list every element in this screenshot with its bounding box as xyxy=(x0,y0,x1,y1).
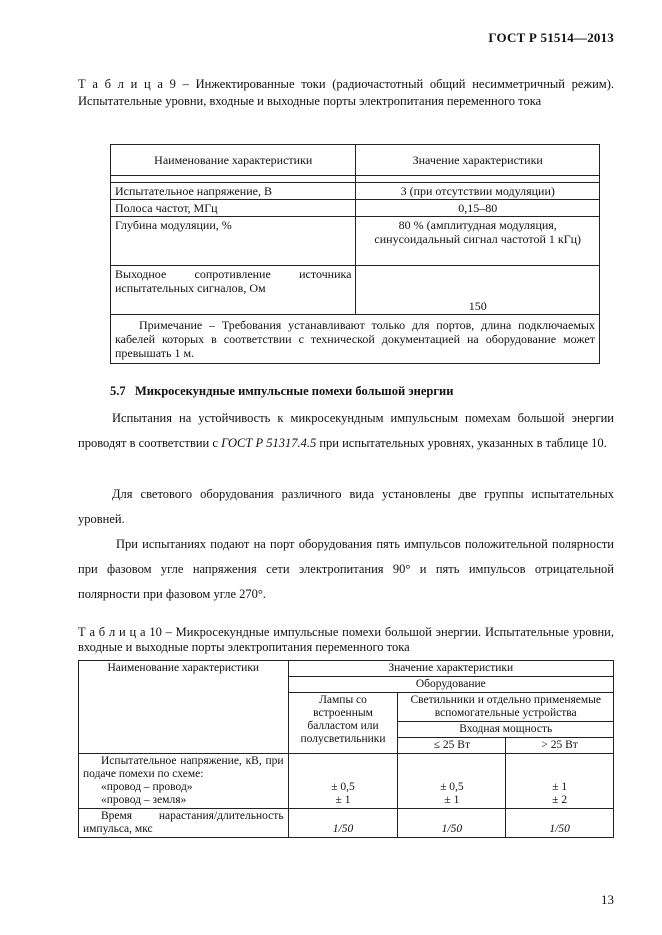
table10-header-luminaires: Светильники и отдельно применяемые вспомогательные устройства xyxy=(398,693,614,722)
table9-header-value: Значение характеристики xyxy=(356,145,600,176)
table10-row-voltage-sub2: «провод – земля» xyxy=(101,794,187,806)
table9-row-name: Выходное сопротивление источника испытательных сигналов, Ом xyxy=(111,266,356,315)
table9-row-name: Глубина модуляции, % xyxy=(111,217,356,266)
table10-header-value: Значение характеристики xyxy=(288,661,613,677)
table10-cell-low-voltage xyxy=(398,754,506,809)
section-number: 5.7 xyxy=(110,384,126,398)
table10-cell-high-rise: 1/50 xyxy=(506,809,614,838)
table10-value: ± 0,5 xyxy=(331,781,355,793)
table9-row-name: Испытательное напряжение, В xyxy=(111,183,356,200)
table10 xyxy=(78,660,614,838)
table9-row-name: Полоса частот, МГц xyxy=(111,200,356,217)
paragraph-2: Для светового оборудования различного вида установлены две группы испытательных уровней. xyxy=(78,487,614,526)
paragraph-3: При испытаниях подают на порт оборудования пять импульсов положительной полярности при фазовом угле напряжения сети электропитания 90° и пять импульсов отрицательной полярности при фазовом угле 270°. xyxy=(78,537,614,601)
table9 xyxy=(110,144,600,364)
table10-header-power-high: > 25 Вт xyxy=(506,738,614,754)
paragraph-1-text-start: Испытания на устойчивость к микросекундным импульсным помехам большой энергии проводят в соответствии с xyxy=(78,411,614,450)
table10-row-voltage xyxy=(79,754,289,809)
table10-cell-low-rise: 1/50 xyxy=(398,809,506,838)
table10-header-lamps: Лампы со встроенным балластом или полусветильники xyxy=(288,693,398,754)
table10-value: ± 0,5 xyxy=(440,781,464,793)
table9-caption: Т а б л и ц а 9 – Инжектированные токи (радиочастотный общий несимметричный режим). Испытательные уровни, входные и выходные порты электропитания переменного тока xyxy=(78,77,614,108)
table10-cell-high-voltage xyxy=(506,754,614,809)
table9-row-value: 3 (при отсутствии модуляции) xyxy=(356,183,600,200)
table10-row-voltage-sub1: «провод – провод» xyxy=(101,781,193,793)
table10-caption: Т а б л и ц а 10 – Микросекундные импульсные помехи большой энергии. Испытательные уровни, входные и выходные порты электропитания переменного тока xyxy=(78,625,614,654)
paragraph-1 xyxy=(78,406,614,456)
page-number: 13 xyxy=(601,892,614,907)
table10-value: ± 1 xyxy=(335,794,351,806)
table10-header-power-low: ≤ 25 Вт xyxy=(398,738,506,754)
table10-cell-lamps-rise: 1/50 xyxy=(288,809,398,838)
table9-row-value: 0,15–80 xyxy=(356,200,600,217)
section-title: Микросекундные импульсные помехи большой энергии xyxy=(135,384,454,398)
table9-note: Примечание – Требования устанавливают только для портов, длина подключаемых кабелей которых в соответствии с технической документацией на оборудование может превышать 1 м. xyxy=(111,315,600,364)
table10-cell-lamps-voltage xyxy=(288,754,398,809)
paragraph-1-text-end: при испытательных уровнях, указанных в таблице 10. xyxy=(316,436,607,450)
table9-row-value: 80 % (амплитудная модуляция, синусоидальный сигнал частотой 1 кГц) xyxy=(356,217,600,266)
table10-value: ± 1 xyxy=(552,781,568,793)
table10-value: ± 1 xyxy=(444,794,460,806)
table10-row-rise-time: Время нарастания/длительность импульса, мкс xyxy=(79,809,289,838)
standard-reference: ГОСТ Р 51317.4.5 xyxy=(221,436,317,450)
table9-header-name: Наименование характеристики xyxy=(111,145,356,176)
section-heading xyxy=(110,384,453,399)
table10-header-equipment: Оборудование xyxy=(288,677,613,693)
table10-row-voltage-label: Испытательное напряжение, кВ, при подаче помехи по схеме: xyxy=(83,755,284,780)
document-header: ГОСТ Р 51514—2013 xyxy=(488,30,614,45)
table10-header-power: Входная мощность xyxy=(398,722,614,738)
table9-row-value: 150 xyxy=(356,266,600,315)
table10-value: ± 2 xyxy=(552,794,568,806)
table10-header-name: Наименование характеристики xyxy=(79,661,289,754)
